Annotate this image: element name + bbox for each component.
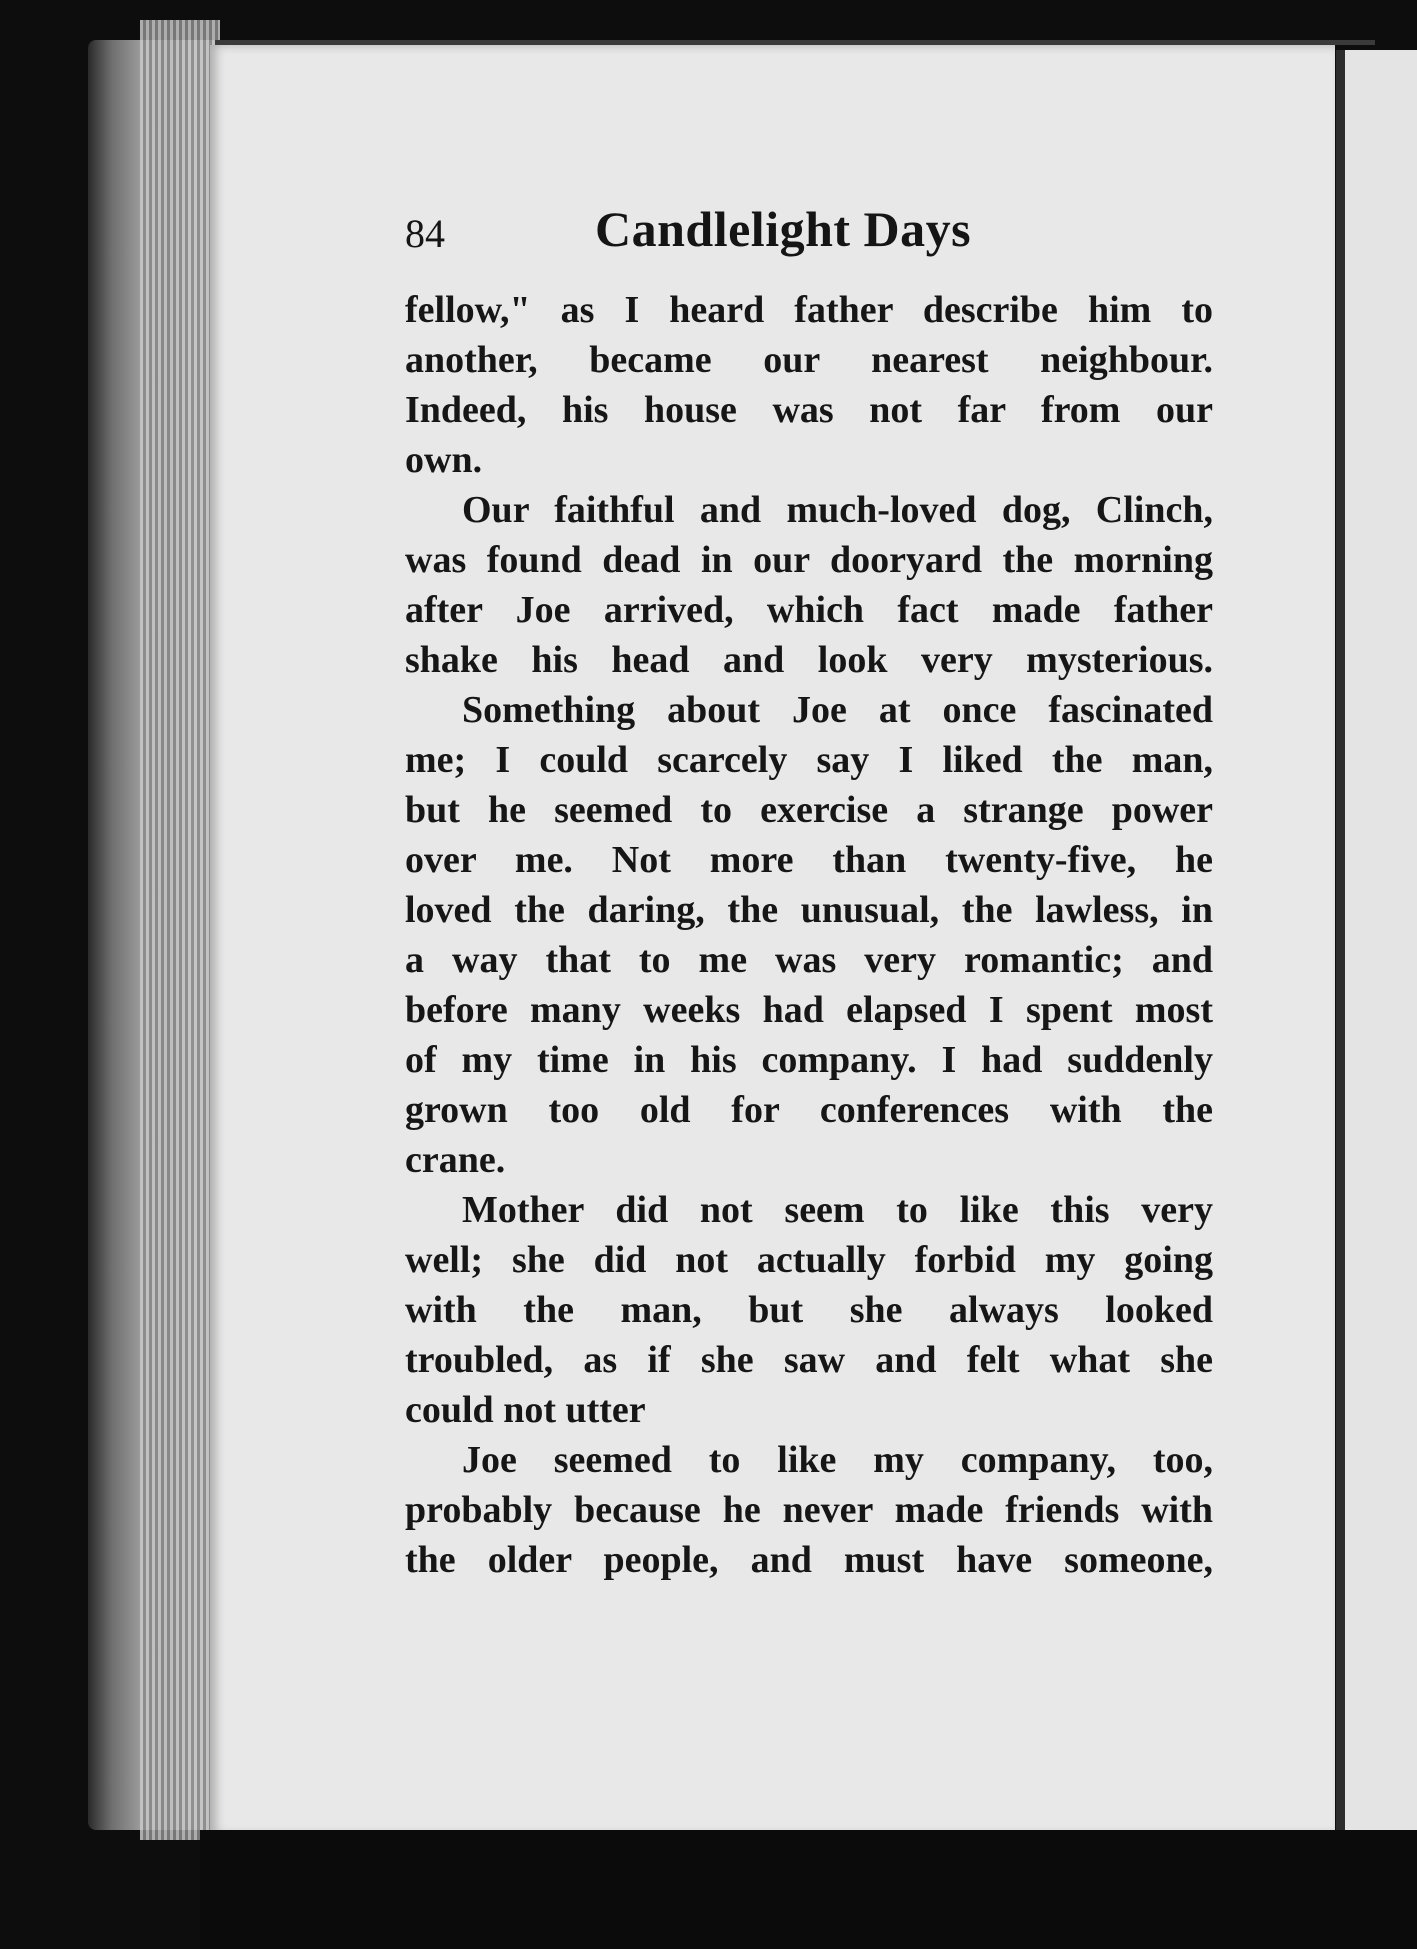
text-line: Indeed, his house was not far from our [405, 389, 1213, 431]
bottom-background [200, 1830, 1417, 1949]
text-line: Joe seemed to like my company, too, [462, 1439, 1213, 1481]
text-line: me; I could scarcely say I liked the man, [405, 739, 1213, 781]
text-line: but he seemed to exercise a strange power [405, 789, 1213, 831]
page-number: 84 [405, 211, 445, 256]
text-line: crane. [405, 1139, 506, 1181]
running-title: Candlelight Days [595, 201, 972, 257]
text-line: another, became our nearest neighbour. [405, 339, 1213, 381]
text-line: troubled, as if she saw and felt what she [405, 1339, 1213, 1381]
text-line: Something about Joe at once fascinated [462, 689, 1213, 731]
text-line: fellow," as I heard father describe him to [405, 289, 1213, 331]
text-line: shake his head and look very mysterious. [405, 639, 1213, 681]
gutter-shadow [1336, 50, 1345, 1830]
text-line: loved the daring, the unusual, the lawless, in [405, 889, 1213, 931]
text-line: could not utter [405, 1389, 646, 1431]
text-line: was found dead in our dooryard the morning [405, 539, 1213, 581]
facing-page-edge [1345, 50, 1417, 1830]
text-line: well; she did not actually forbid my going [405, 1239, 1213, 1281]
body-text [405, 285, 1213, 1585]
text-line: of my time in his company. I had suddenly [405, 1039, 1213, 1081]
running-head [405, 200, 1205, 270]
text-line: grown too old for conferences with the [405, 1089, 1213, 1131]
text-line: before many weeks had elapsed I spent most [405, 989, 1213, 1031]
text-line: Our faithful and much-loved dog, Clinch, [462, 489, 1213, 531]
page-edges [140, 20, 220, 1840]
text-line: a way that to me was very romantic; and [405, 939, 1213, 981]
text-line: own. [405, 439, 483, 481]
text-line: probably because he never made friends with [405, 1489, 1213, 1531]
text-line: over me. Not more than twenty-five, he [405, 839, 1213, 881]
text-line: the older people, and must have someone, [405, 1539, 1213, 1581]
text-line: after Joe arrived, which fact made father [405, 589, 1213, 631]
top-border-rule [215, 40, 1375, 45]
text-line: with the man, but she always looked [405, 1289, 1213, 1331]
text-line: Mother did not seem to like this very [462, 1189, 1213, 1231]
